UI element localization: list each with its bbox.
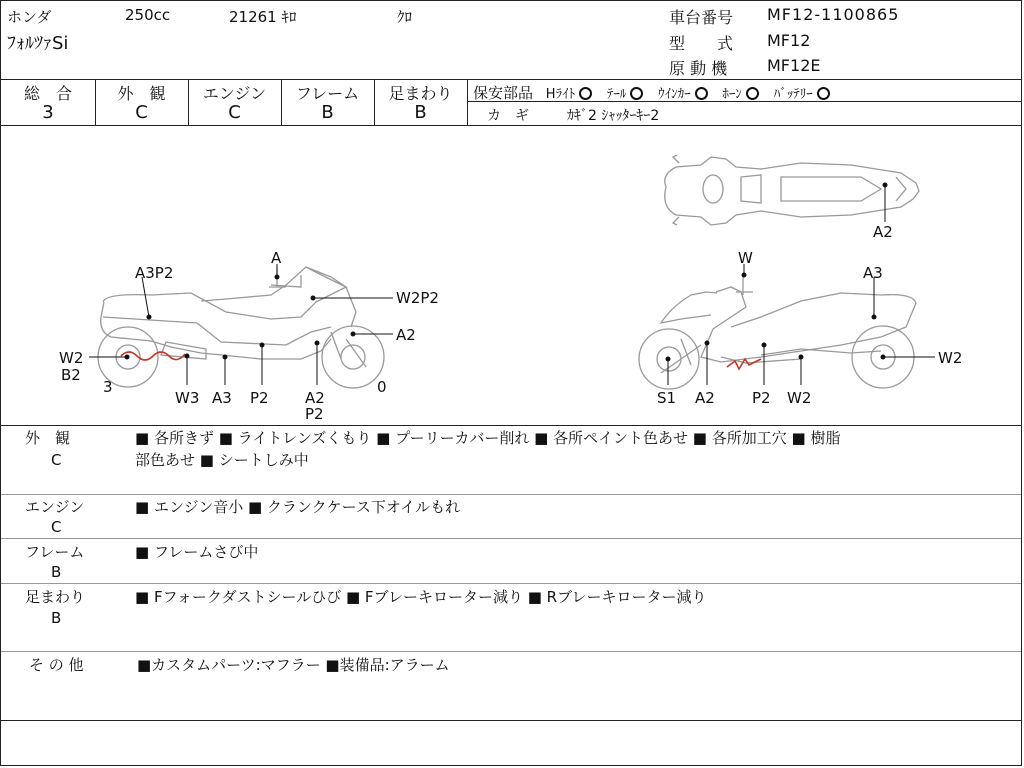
safety-item-tail: ﾃｰﾙ: [606, 87, 627, 102]
note-text-exterior-2: 部色あせ ■ シートしみ中: [135, 451, 309, 469]
grade-engine-value: C: [228, 102, 241, 123]
key-label: カ ギ: [487, 108, 529, 124]
ok-circle-icon: [817, 87, 830, 100]
label-right-a3: A3: [863, 264, 883, 282]
note-grade-frame: B: [51, 563, 62, 581]
divider: [1, 538, 1021, 539]
note-grade-engine: C: [51, 518, 62, 536]
grade-exterior-value: C: [135, 102, 148, 123]
displacement: 250cc: [125, 6, 171, 24]
divider: [1, 125, 1021, 126]
divider: [1, 79, 1021, 80]
color: ｸﾛ: [397, 8, 413, 26]
label-s1: S1: [657, 389, 677, 407]
type-label: 型 式: [669, 34, 734, 53]
label-a3p2: A3P2: [135, 264, 174, 282]
label-a2: A2: [396, 326, 416, 344]
note-category-suspension: 足まわり: [25, 588, 86, 606]
ok-circle-icon: [630, 87, 643, 100]
scooter-left-side-illustration: [98, 267, 384, 388]
label-right-a2: A2: [695, 389, 715, 407]
safety-item-horn: ﾎｰﾝ: [722, 87, 742, 102]
divider: [1, 651, 1021, 652]
safety-item-winker: ｳｲﾝｶｰ: [658, 87, 691, 102]
note-category-frame: フレーム: [25, 543, 85, 561]
grade-total-value: 3: [42, 102, 54, 123]
safety-parts-label: 保安部品: [473, 84, 534, 102]
mileage: 21261 ｷﾛ: [229, 8, 297, 26]
engine-label: 原 動 機: [669, 59, 728, 78]
key-value: ｶｷﾞ2 ｼｬｯﾀｰｷｰ2: [567, 108, 660, 124]
label-top-a2: A2: [873, 223, 893, 241]
divider: [1, 720, 1021, 721]
label-a3: A3: [212, 389, 232, 407]
grade-suspension-label: 足まわり: [388, 84, 453, 103]
label-w2: W2: [59, 349, 84, 367]
grade-total-label: 総 合: [23, 84, 72, 103]
note-category-engine: エンジン: [25, 498, 85, 516]
label-three: 3: [103, 378, 113, 396]
note-grade-suspension: B: [51, 609, 62, 627]
grade-engine-label: エンジン: [202, 84, 267, 103]
safety-parts-row: [473, 82, 830, 103]
label-zero: 0: [377, 378, 387, 396]
grade-frame-label: フレーム: [295, 84, 360, 103]
scooter-top-view-illustration: [665, 155, 919, 225]
safety-item-battery: ﾊﾞｯﾃﾘｰ: [773, 87, 813, 102]
grade-frame-value: B: [321, 102, 334, 123]
label-p2: P2: [250, 389, 269, 407]
note-category-other: そ の 他: [29, 656, 84, 674]
grade-suspension-value: B: [414, 102, 427, 123]
frame-no-label: 車台番号: [669, 8, 734, 27]
type-value: MF12: [767, 31, 811, 50]
note-text-exterior-1: ■ 各所きず ■ ライトレンズくもり ■ プーリーカバー削れ ■ 各所ペイント色あせ ■ 各所加工穴 ■ 樹脂: [135, 429, 841, 447]
label-right-w2-bottom: W2: [787, 389, 812, 407]
note-text-suspension: ■ Fフォークダストシールひび ■ Fブレーキローター減り ■ Rブレーキローター減り: [135, 588, 707, 606]
label-w: W: [738, 249, 753, 267]
ok-circle-icon: [746, 87, 759, 100]
divider: [467, 79, 468, 125]
note-text-other: ■カスタムパーツ:マフラー ■装備品:アラーム: [137, 656, 450, 674]
label-right-p2: P2: [752, 389, 771, 407]
divider: [1, 425, 1021, 426]
label-p2-bottom: P2: [305, 405, 324, 423]
grade-exterior-label: 外 観: [117, 84, 166, 103]
divider: [1, 494, 1021, 495]
ok-circle-icon: [579, 87, 592, 100]
safety-item-headlight: Hﾗｲﾄ: [545, 87, 576, 102]
ok-circle-icon: [695, 87, 708, 100]
label-a2-bottom: A2: [305, 389, 325, 407]
note-grade-exterior: C: [51, 451, 62, 469]
engine-value: MF12E: [767, 56, 821, 75]
note-category-exterior: 外 観: [25, 429, 71, 447]
label-right-w2: W2: [938, 349, 963, 367]
model-name: ﾌｫﾙﾂｧSi: [7, 33, 69, 54]
label-w3: W3: [175, 389, 200, 407]
divider: [1, 583, 1021, 584]
damage-diagram: [1, 127, 1021, 423]
label-b2: B2: [61, 366, 81, 384]
frame-no: MF12-1100865: [767, 5, 900, 24]
note-text-frame: ■ フレームさび中: [135, 543, 259, 561]
label-w2p2: W2P2: [396, 289, 439, 307]
maker: ホンダ: [7, 8, 52, 26]
label-a: A: [271, 249, 282, 267]
note-text-engine: ■ エンジン音小 ■ クランクケース下オイルもれ: [135, 498, 461, 516]
